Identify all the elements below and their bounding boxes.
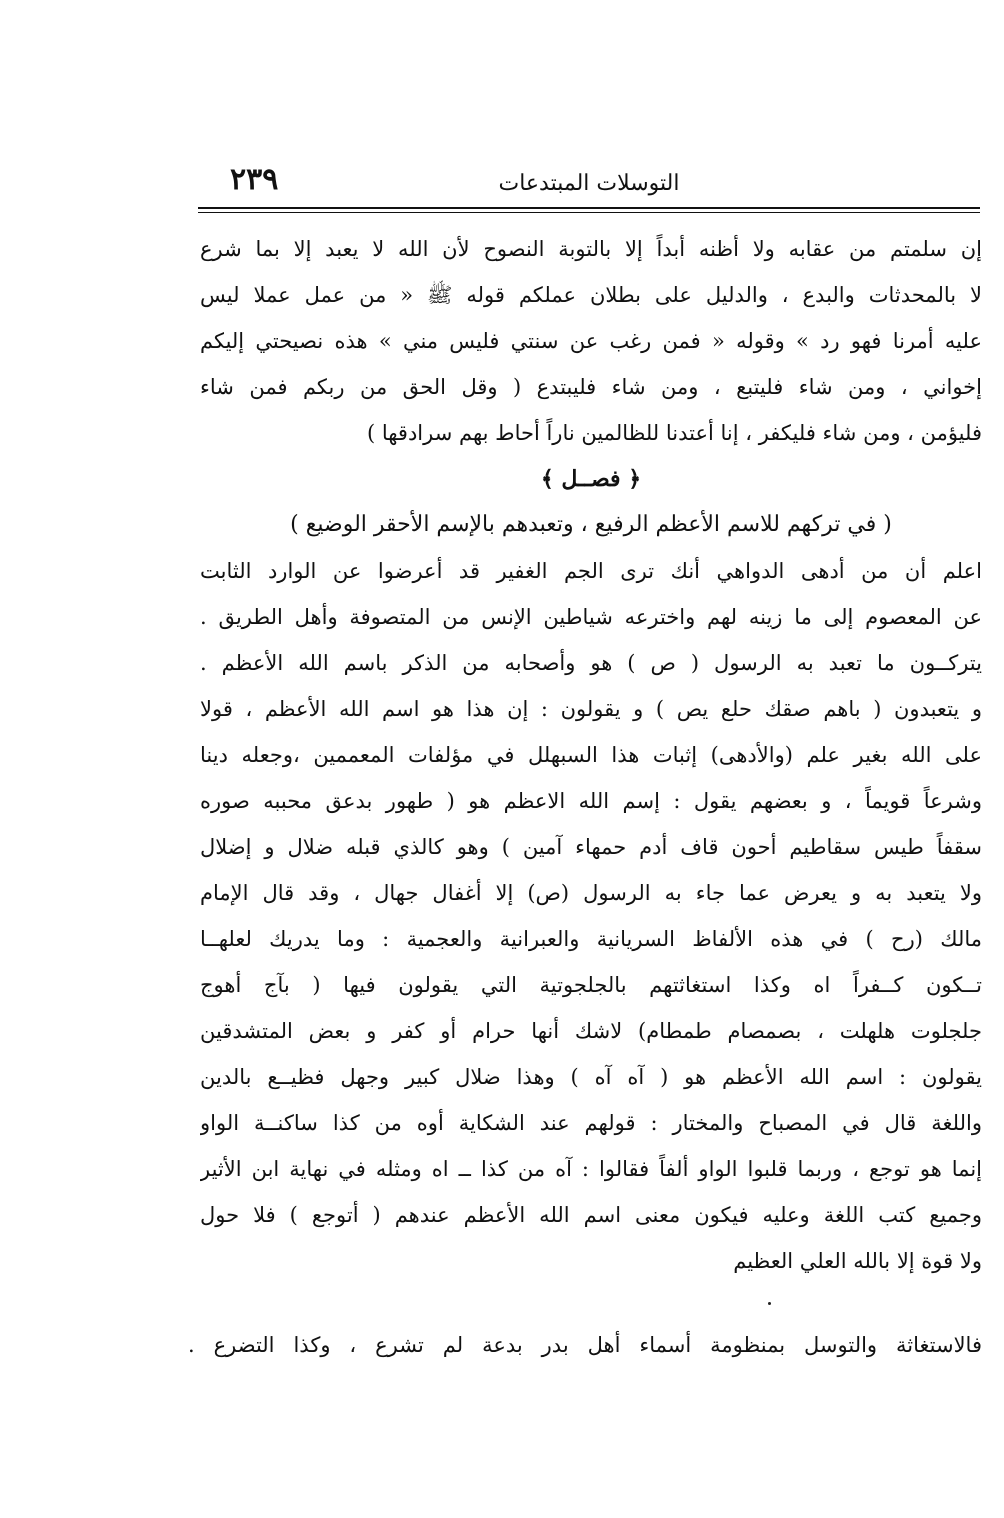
- text-line: إنما هو توجع ، وربما قلبوا الواو ألفاً فقالوا : آه من كذا ــ اه ومثله في نهاية ابن الأثير: [200, 1157, 982, 1181]
- header-rule-thin: [198, 212, 980, 213]
- text-line: إن سلمتم من عقابه ولا أظنه أبداً إلا بالتوبة النصوح لأن الله لا يعبد إلا بما شرع: [200, 237, 982, 261]
- text-line: وجميع كتب اللغة وعليه فيكون معنى اسم الله الأعظم عندهم ( أتوجع ) فلا حول: [200, 1203, 982, 1227]
- text-line: واللغة قال في المصباح والمختار : قولهم عند الشكاية أوه من كذا ساكنــة الواو: [200, 1111, 982, 1135]
- section-heading: ﴿ فصــل ﴾: [540, 466, 642, 492]
- text-line: اعلم أن من أدهى الدواهي أنك ترى الجم الغفير قد أعرضوا عن الوارد الثابت: [200, 559, 982, 583]
- text-line: مالك (رح ) في هذه الألفاظ السريانية والعبرانية والعجمية : وما يدريك لعلهــا: [200, 927, 982, 951]
- text-line: وشرعاً قويماً ، و بعضهم يقول : إسم الله الاعظم هو ( طهور بدعق محببه صوره: [200, 789, 982, 813]
- section-subtitle: ( في تركهم للاسم الأعظم الرفيع ، وتعبدهم بالإسم الأحقر الوضيع ): [290, 512, 892, 537]
- text-line: و يتعبدون ( باهم صقك حلع يص ) و يقولون : إن هذا هو اسم الله الأعظم ، قولا: [200, 697, 982, 721]
- header-rule: [198, 207, 980, 209]
- text-line: تــكون كــفراً اه وكذا استغاثتهم بالجلجوتية التي يقولون فيها ( بآج أهوج: [200, 973, 982, 997]
- text-line: ولا قوة إلا بالله العلي العظيم: [733, 1249, 982, 1273]
- separator-dot: [768, 1302, 771, 1305]
- running-title: التوسلات المبتدعات: [498, 171, 680, 196]
- text-line: يتركــون ما تعبد به الرسول ( ص ) هو وأصحابه من الذكر باسم الله الأعظم .: [200, 651, 982, 675]
- page-header: [198, 160, 980, 206]
- text-line: يقولون : اسم الله الأعظم هو ( آه آه ) وهذا ضلال كبير وجهل فظيــع بالدين: [200, 1065, 982, 1089]
- text-line: لا بالمحدثات والبدع ، والدليل على بطلان عملكم قوله ﷺ « من عمل عملا ليس: [200, 283, 982, 307]
- text-line: إخواني ، ومن شاء فليتبع ، ومن شاء فليبتدع ( وقل الحق من ربكم فمن شاء: [200, 375, 982, 399]
- page-body: [200, 226, 982, 1284]
- text-line: ولا يتعبد به و يعرض عما جاء به الرسول (ص) إلا أغفال جهال ، وقد قال الإمام: [200, 881, 982, 905]
- text-line: سقفاً طيس سقاطيم أحون قاف أدم حمهاء آمين ) وهو كالذي قبله ضلال و إضلال: [200, 835, 982, 859]
- text-line: على الله بغير علم (والأدهى) إثبات هذا السبهلل في مؤلفات المعممين ،وجعله دينا: [200, 743, 982, 767]
- final-text-line: فالاستغاثة والتوسل بمنظومة أسماء أهل بدر بدعة لم تشرع ، وكذا التضرع .: [188, 1333, 982, 1357]
- text-line: عليه أمرنا فهو رد » وقوله « فمن رغب عن سنتي فليس مني » هذه نصيحتي إليكم: [200, 329, 982, 353]
- text-line: فليؤمن ، ومن شاء فليكفر ، إنا أعتدنا للظالمين ناراً أحاط بهم سرادقها ): [366, 421, 982, 445]
- page-number: ٢٣٩: [230, 162, 279, 197]
- text-line: عن المعصوم إلى ما زينه لهم واخترعه شياطين الإنس من المتصوفة وأهل الطريق .: [200, 605, 982, 629]
- text-line: جلجلوت هلهلت ، بصمصام طمطام) لاشك أنها حرام أو كفر و بعض المتشدقين: [200, 1019, 982, 1043]
